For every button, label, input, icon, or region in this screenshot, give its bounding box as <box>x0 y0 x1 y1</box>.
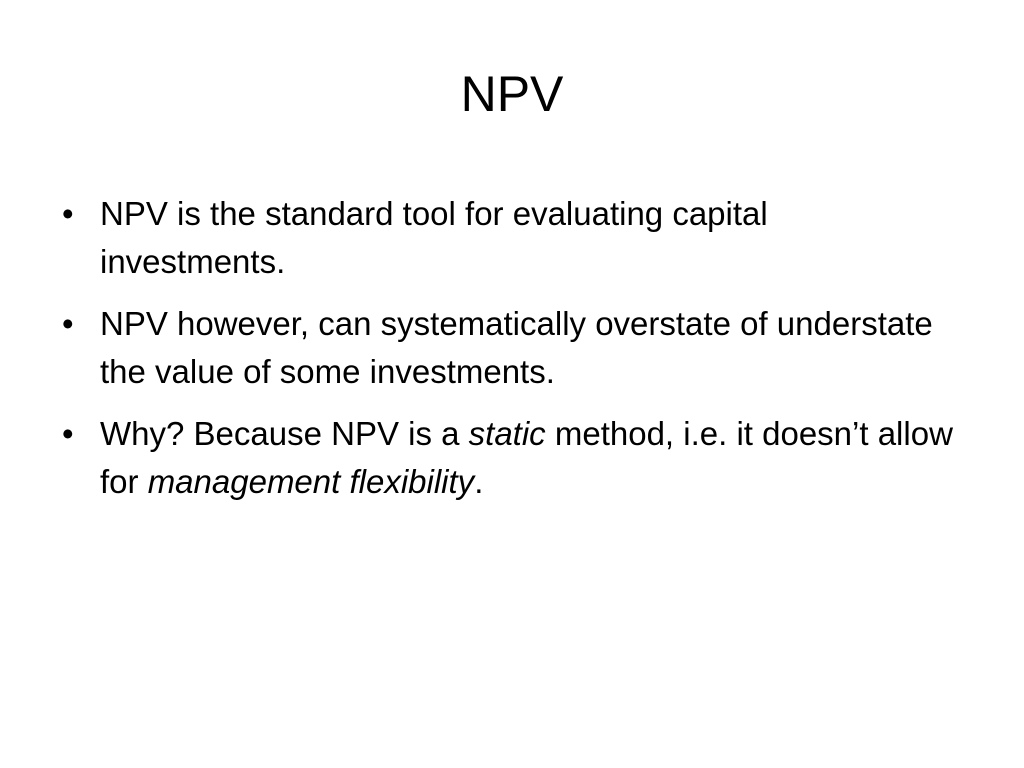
bullet-icon: • <box>62 195 74 232</box>
bullet-text: NPV however, can systematically overstate of understate the value of some investments. <box>100 305 933 390</box>
bullet-icon: • <box>62 305 74 342</box>
bullet-text-segment: . <box>474 463 484 500</box>
slide-title: NPV <box>460 66 564 122</box>
bullet-text-segment: method, i.e. it doesn’t allow for <box>100 415 953 500</box>
bullet-text: NPV is the standard tool for evaluating capital investments. <box>100 195 768 280</box>
bullet-item <box>62 190 962 286</box>
bullet-item <box>62 410 962 506</box>
emphasis-static: static <box>468 415 546 452</box>
bullet-text-segment: Why? Because NPV is a <box>100 415 469 452</box>
bullet-icon: • <box>62 415 74 452</box>
bullet-list <box>62 190 962 520</box>
bullet-item <box>62 300 962 396</box>
emphasis-management-flexibility: management flexibility <box>147 463 475 500</box>
